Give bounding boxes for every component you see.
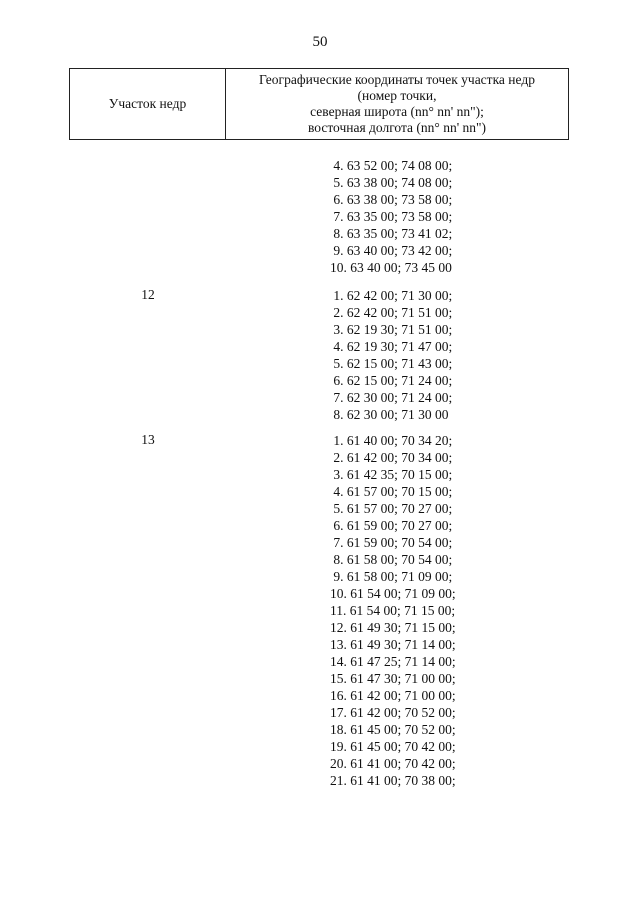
coordinate-point: 14. 61 47 25; 71 14 00; [330, 654, 456, 669]
coordinate-point: 20. 61 41 00; 70 42 00; [330, 756, 456, 771]
coordinates-header-line: северная широта (nn° nn' nn"); [310, 104, 484, 119]
coordinate-point: 7. 63 35 00; 73 58 00; [330, 209, 453, 224]
coordinate-point: 10. 61 54 00; 71 09 00; [330, 586, 456, 601]
coordinate-point: 3. 62 19 30; 71 51 00; [330, 322, 453, 337]
table-header [69, 68, 569, 140]
subsoil-plot-number: 12 [141, 287, 155, 302]
coordinate-point: 8. 62 30 00; 71 30 00 [330, 407, 449, 422]
column-header-subsoil-plot: Участок недр [70, 69, 226, 139]
coordinate-point: 4. 63 52 00; 74 08 00; [330, 158, 453, 173]
coordinate-point: 21. 61 41 00; 70 38 00; [330, 773, 456, 788]
coordinate-point: 3. 61 42 35; 70 15 00; [330, 467, 453, 482]
coordinate-point: 5. 63 38 00; 74 08 00; [330, 175, 453, 190]
coordinate-point: 8. 61 58 00; 70 54 00; [330, 552, 453, 567]
coordinate-point: 5. 61 57 00; 70 27 00; [330, 501, 453, 516]
coordinate-point: 6. 61 59 00; 70 27 00; [330, 518, 453, 533]
coordinate-point: 2. 62 42 00; 71 51 00; [330, 305, 453, 320]
coordinate-point: 5. 62 15 00; 71 43 00; [330, 356, 453, 371]
coordinate-point: 6. 63 38 00; 73 58 00; [330, 192, 453, 207]
coordinate-point: 7. 62 30 00; 71 24 00; [330, 390, 453, 405]
coordinate-point: 2. 61 42 00; 70 34 00; [330, 450, 453, 465]
coordinate-point: 6. 62 15 00; 71 24 00; [330, 373, 453, 388]
coordinate-point: 8. 63 35 00; 73 41 02; [330, 226, 453, 241]
coordinate-point: 13. 61 49 30; 71 14 00; [330, 637, 456, 652]
coordinate-point: 11. 61 54 00; 71 15 00; [330, 603, 456, 618]
coordinate-point: 4. 62 19 30; 71 47 00; [330, 339, 453, 354]
page-number: 50 [312, 34, 328, 50]
coordinates-header-line: Географические координаты точек участка недр [259, 72, 535, 87]
coordinate-point: 9. 63 40 00; 73 42 00; [330, 243, 453, 258]
coordinates-header-line: (номер точки, [357, 88, 437, 103]
coordinate-point: 4. 61 57 00; 70 15 00; [330, 484, 453, 499]
coordinate-point: 1. 61 40 00; 70 34 20; [330, 433, 453, 448]
coordinate-point: 12. 61 49 30; 71 15 00; [330, 620, 456, 635]
coordinate-point: 9. 61 58 00; 71 09 00; [330, 569, 453, 584]
column-header-coordinates [226, 69, 568, 139]
subsoil-plot-number: 13 [141, 432, 155, 447]
coordinates-header-line: восточная долгота (nn° nn' nn") [307, 120, 487, 135]
coordinate-point: 19. 61 45 00; 70 42 00; [330, 739, 456, 754]
coordinate-point: 17. 61 42 00; 70 52 00; [330, 705, 456, 720]
coordinate-point: 7. 61 59 00; 70 54 00; [330, 535, 453, 550]
coordinate-point: 1. 62 42 00; 71 30 00; [330, 288, 453, 303]
coordinate-point: 16. 61 42 00; 71 00 00; [330, 688, 456, 703]
coordinate-point: 10. 63 40 00; 73 45 00 [330, 260, 452, 275]
coordinate-point: 18. 61 45 00; 70 52 00; [330, 722, 456, 737]
coordinate-point: 15. 61 47 30; 71 00 00; [330, 671, 456, 686]
